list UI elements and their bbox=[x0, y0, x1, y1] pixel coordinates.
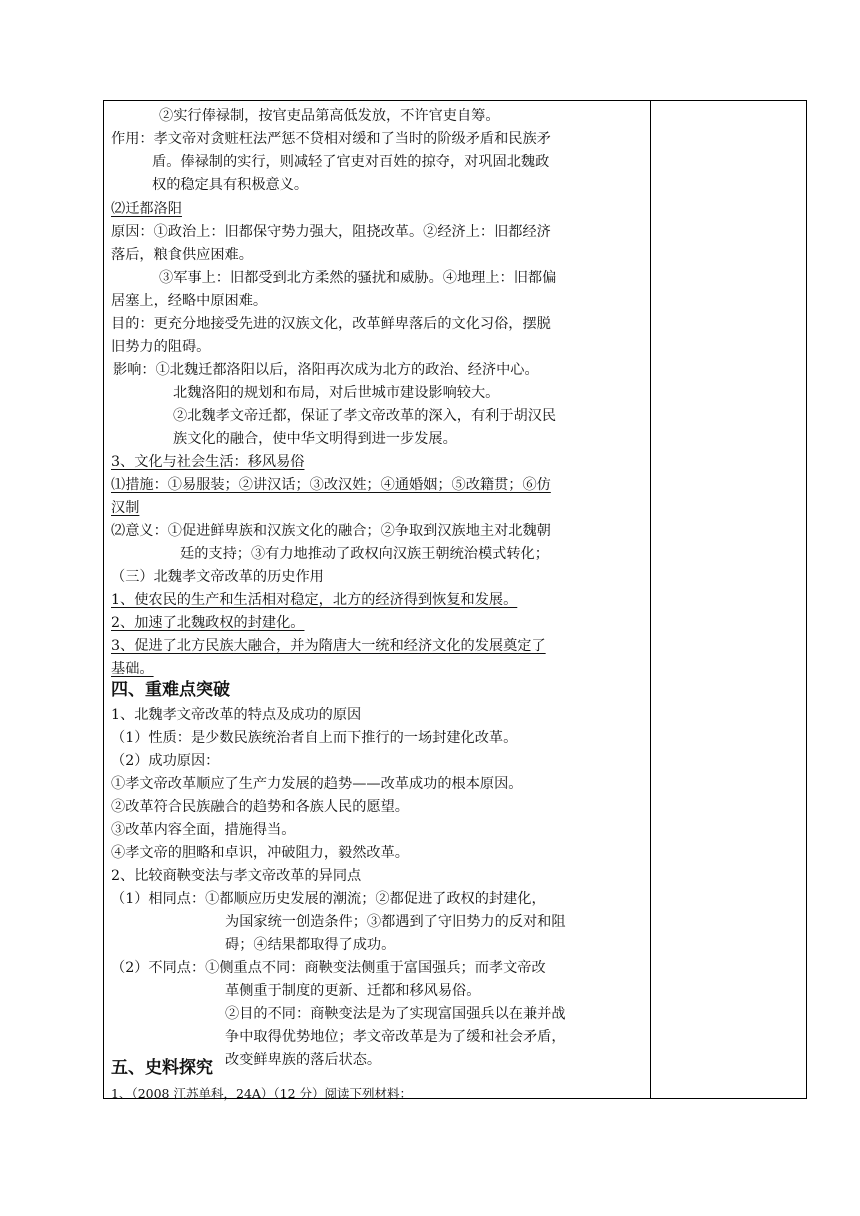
text-line: （2）成功原因： bbox=[111, 753, 220, 769]
text-line: 2、加速了北魏政权的封建化。 bbox=[111, 615, 305, 631]
text-line: 落后，粮食供应困难。 bbox=[111, 247, 253, 263]
text-line: 改变鲜卑族的落后状态。 bbox=[225, 1052, 382, 1068]
section-title: 四、重难点突破 bbox=[111, 680, 230, 700]
text-line: 1、使农民的生产和生活相对稳定，北方的经济得到恢复和发展。 bbox=[111, 592, 518, 608]
text-line: 廷的支持；③有力地推动了政权向汉族王朝统治模式转化； bbox=[180, 546, 549, 562]
text-line: ②实行俸禄制，按官吏品第高低发放，不许官吏自筹。 bbox=[159, 108, 500, 124]
section-heading: ⑵迁都洛阳 bbox=[111, 201, 182, 217]
text-line: ①孝文帝改革顺应了生产力发展的趋势——改革成功的根本原因。 bbox=[111, 776, 523, 792]
text-line: 盾。俸禄制的实行，则减轻了官吏对百姓的掠夺，对巩固北魏政 bbox=[152, 154, 550, 170]
text-line: 影响：①北魏迁都洛阳以后，洛阳再次成为北方的政治、经济中心。 bbox=[113, 362, 539, 378]
text-line: ③改革内容全面，措施得当。 bbox=[111, 822, 296, 838]
column-divider bbox=[650, 101, 651, 1098]
text-line: ②北魏孝文帝迁都，保证了孝文帝改革的深入，有利于胡汉民 bbox=[173, 408, 557, 424]
text-line: ②目的不同：商鞅变法是为了实现富国强兵以在兼并战 bbox=[225, 1006, 566, 1022]
text-line: ③军事上：旧都受到北方柔然的骚扰和威胁。④地理上：旧都偏 bbox=[159, 270, 557, 286]
section-heading: 3、文化与社会生活：移风易俗 bbox=[111, 454, 305, 470]
text-line: 1、（2008 江苏单科，24A）（12 分）阅读下列材料： bbox=[111, 1086, 413, 1101]
text-line: ④孝文帝的胆略和卓识，冲破阻力，毅然改革。 bbox=[111, 845, 409, 861]
text-line: 为国家统一创造条件；③都遇到了守旧势力的反对和阻 bbox=[225, 914, 566, 930]
text-line: 居塞上，经略中原困难。 bbox=[111, 293, 268, 309]
text-line: ②改革符合民族融合的趋势和各族人民的愿望。 bbox=[111, 799, 409, 815]
text-line: 基础。 bbox=[111, 661, 154, 677]
text-line: 碍；④结果都取得了成功。 bbox=[225, 937, 396, 953]
text-line: 革侧重于制度的更新、迁都和移风易俗。 bbox=[225, 983, 481, 999]
text-line: 争中取得优势地位；孝文帝改革是为了缓和社会矛盾， bbox=[225, 1029, 566, 1045]
text-line: ⑴措施：①易服装；②讲汉话；③改汉姓；④通婚姻；⑤改籍贯；⑥仿 bbox=[111, 477, 551, 493]
text-line: 北魏洛阳的规划和布局，对后世城市建设影响较大。 bbox=[173, 385, 500, 401]
text-line: 权的稳定具有积极意义。 bbox=[152, 177, 309, 193]
text-line: 原因：①政治上：旧都保守势力强大，阻挠改革。②经济上：旧都经济 bbox=[111, 224, 551, 240]
text-line: 2、比较商鞅变法与孝文帝改革的异同点 bbox=[111, 868, 362, 884]
section-title: 五、史料探究 bbox=[111, 1058, 213, 1078]
section-heading: （三）北魏孝文帝改革的历史作用 bbox=[111, 569, 324, 585]
text-line: 目的：更充分地接受先进的汉族文化，改革鲜卑落后的文化习俗，摆脱 bbox=[111, 316, 551, 332]
page-table bbox=[103, 100, 807, 1099]
text-line: 汉制 bbox=[111, 500, 140, 516]
text-line: （1）性质：是少数民族统治者自上而下推行的一场封建化改革。 bbox=[111, 730, 518, 746]
text-line: 1、北魏孝文帝改革的特点及成功的原因 bbox=[111, 707, 362, 723]
text-line: 旧势力的阻碍。 bbox=[111, 339, 211, 355]
text-line: （1）相同点：①都顺应历史发展的潮流；②都促进了政权的封建化， bbox=[111, 891, 546, 907]
text-line: ⑵意义：①促进鲜卑族和汉族文化的融合；②争取到汉族地主对北魏朝 bbox=[111, 523, 551, 539]
text-line: 族文化的融合，使中华文明得到进一步发展。 bbox=[173, 431, 457, 447]
text-line: 作用：孝文帝对贪赃枉法严惩不贷相对缓和了当时的阶级矛盾和民族矛 bbox=[111, 131, 551, 147]
text-line: （2）不同点：①侧重点不同：商鞅变法侧重于富国强兵；而孝文帝改 bbox=[111, 960, 546, 976]
text-line: 3、促进了北方民族大融合，并为隋唐大一统和经济文化的发展奠定了 bbox=[111, 638, 546, 654]
